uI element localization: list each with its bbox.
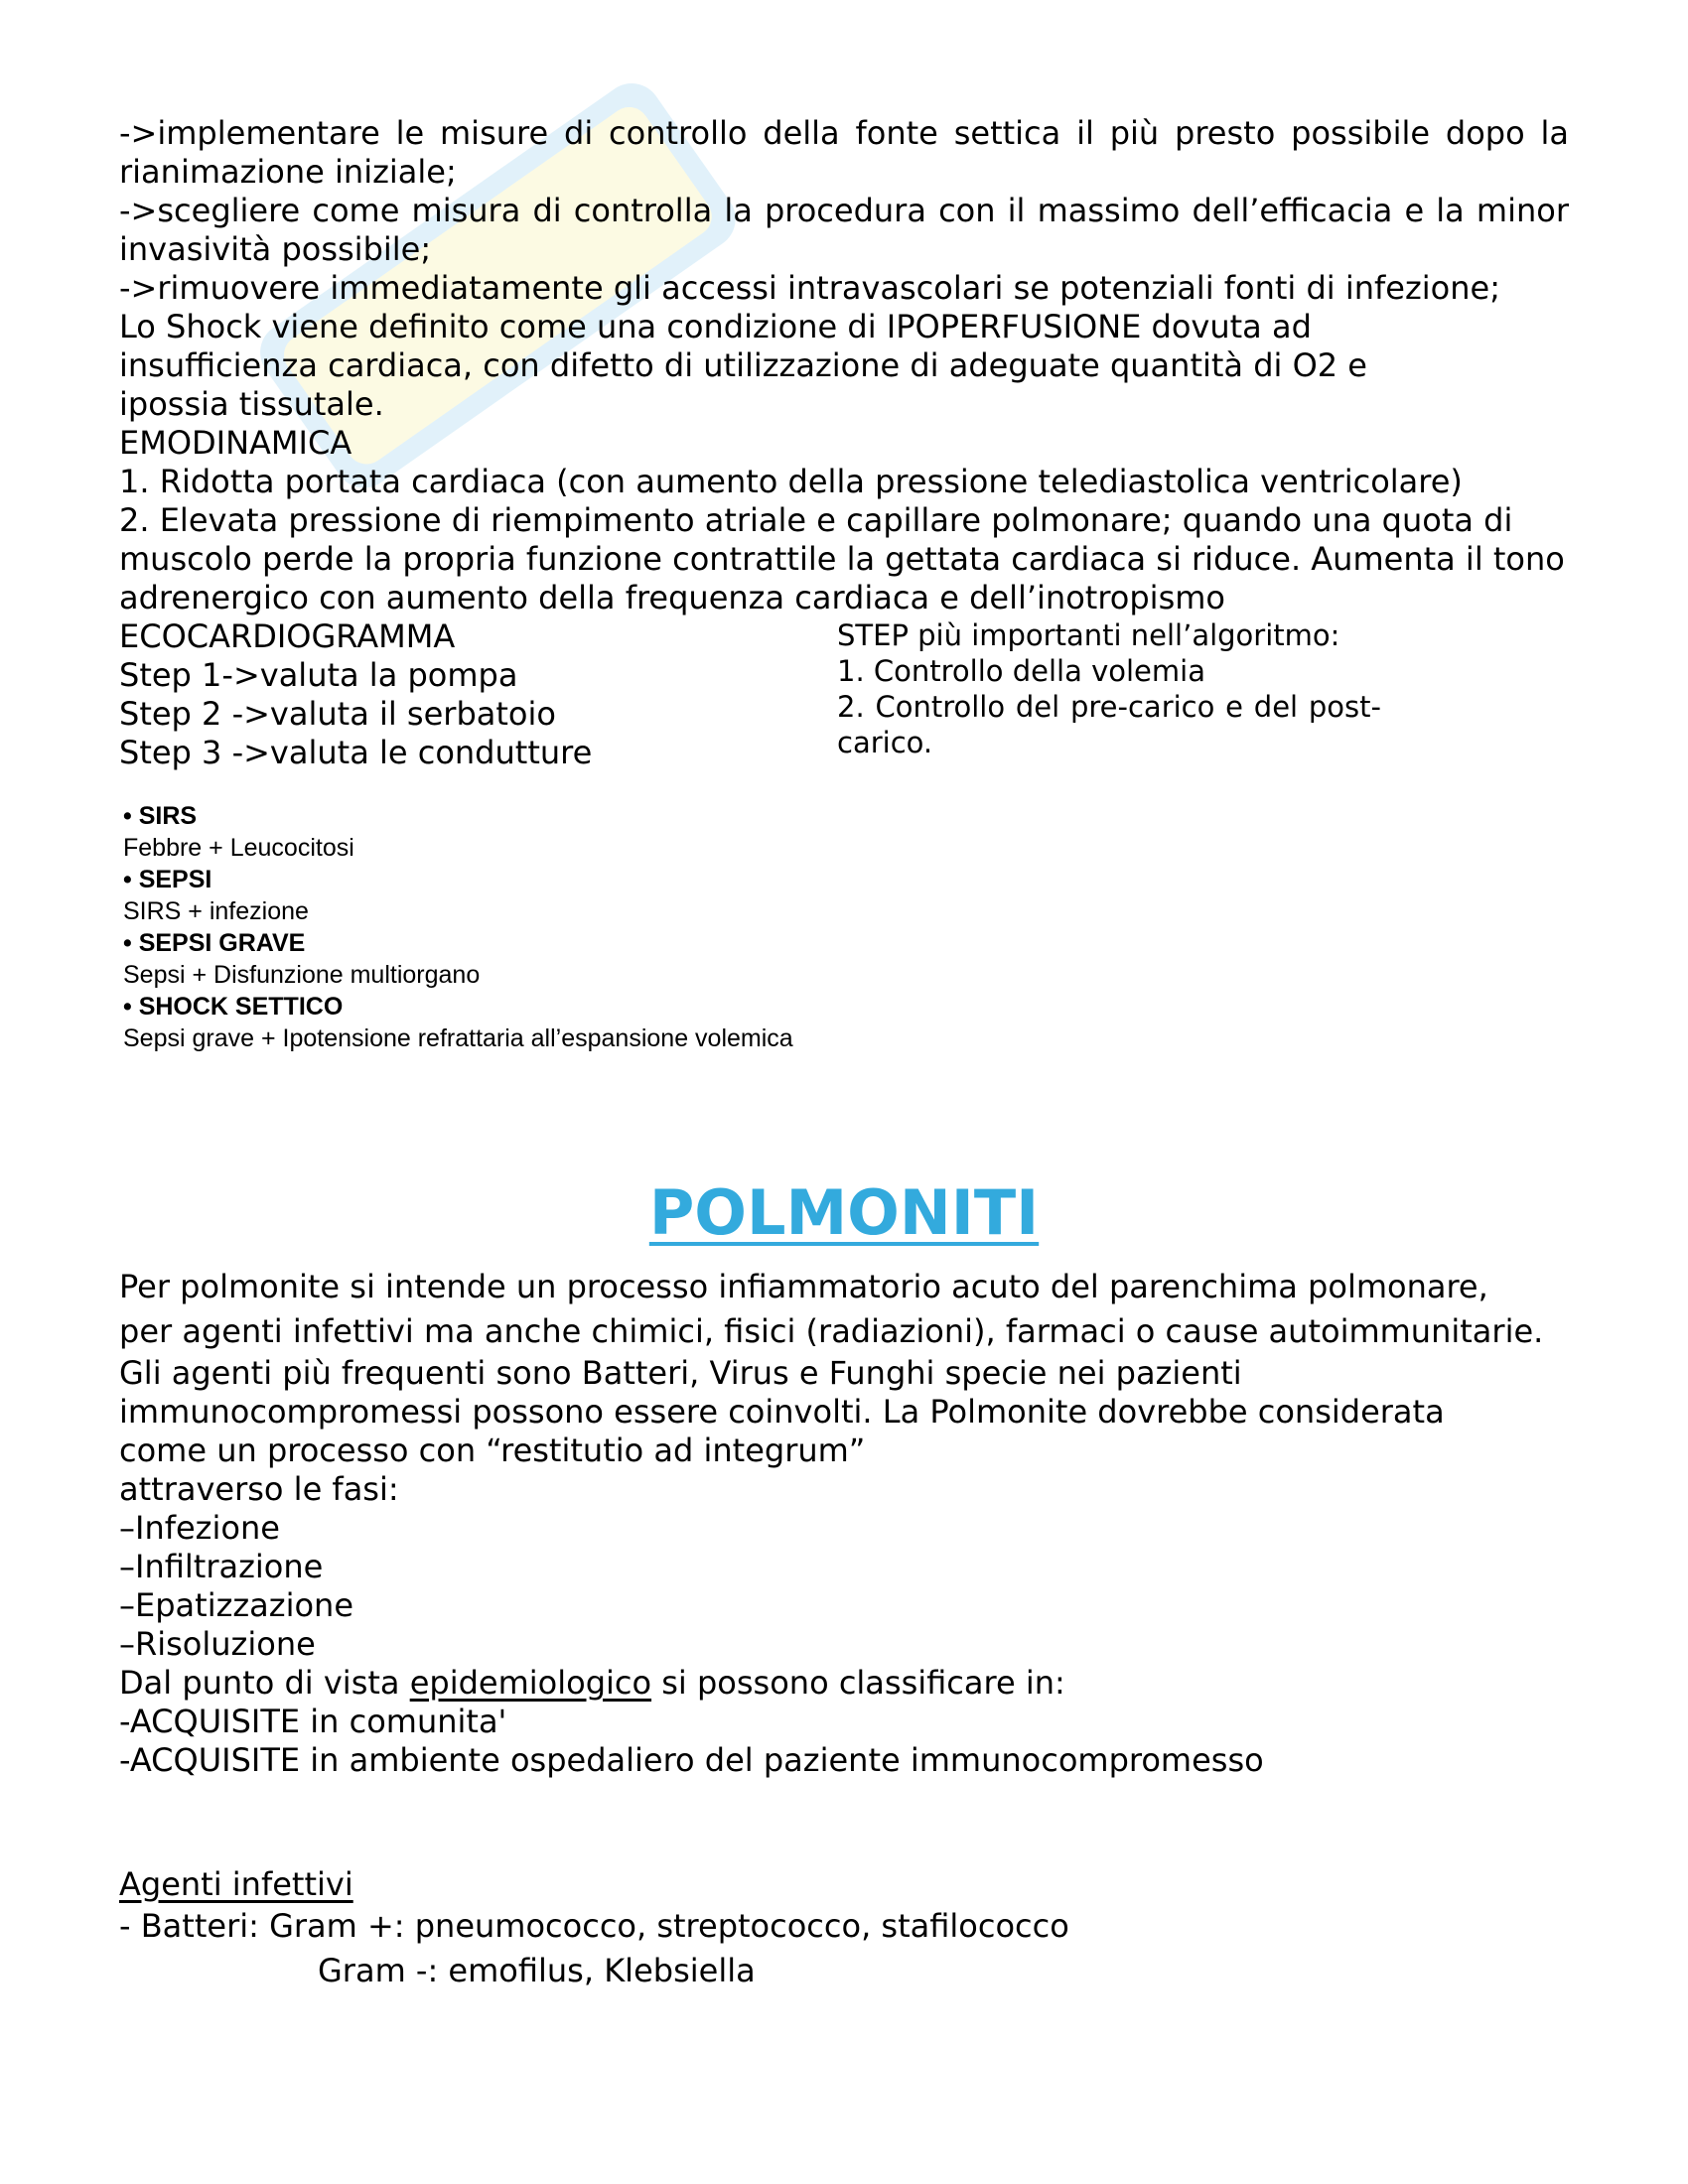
- intro-line-1: ->implementare le misure di controllo della fonte settica il più presto possibile dopo la rianimazione iniziale;: [119, 114, 1569, 191]
- algoritmo-heading: STEP più importanti nell’algoritmo:: [837, 618, 1340, 652]
- eco-step-1: Step 1->valuta la pompa: [119, 656, 518, 694]
- sepsis-definitions: [123, 800, 1017, 1054]
- batteri-line-2: Gram -: emofilus, Klebsiella: [318, 1952, 756, 1989]
- agenti-heading: [119, 1865, 1569, 1904]
- batteri-line-1: - Batteri: Gram +: pneumococco, streptococco, stafilococco: [119, 1907, 1069, 1945]
- polmoniti-section: [119, 1265, 1569, 1993]
- fase-3: –Epatizzazione: [119, 1586, 354, 1624]
- emodinamica-item-1: 1. Ridotta portata cardiaca (con aumento della pressione telediastolica ventricolare): [119, 463, 1463, 500]
- polmonite-agents: Gli agenti più frequenti sono Batteri, Virus e Funghi specie nei pazienti immunocompromessi possono essere coinvolti. La Polmonite dovrebbe considerata come un processo con “restitutio ad integrum”: [119, 1354, 1445, 1469]
- eco-step-3: Step 3 ->valuta le condutture: [119, 734, 593, 771]
- algoritmo-item-1: 1. Controllo della volemia: [837, 654, 1205, 688]
- intro-line-3: ->rimuovere immediatamente gli accessi intravascolari se potenziali fonti di infezione;: [119, 269, 1500, 307]
- polmoniti-title: POLMONITI: [648, 1176, 1040, 1249]
- ecocardiogramma-heading: ECOCARDIOGRAMMA: [119, 617, 456, 655]
- emodinamica-item-2: 2. Elevata pressione di riempimento atriale e capillare polmonare; quando una quota di muscolo perde la propria funzione contrattile la gettata cardiaca si riduce. Aumenta il tono adrenergico con aumento della frequenza cardiaca e dell’inotropismo: [119, 501, 1565, 616]
- def-term-shock-settico: • SHOCK SETTICO: [123, 993, 344, 1021]
- class-2: -ACQUISITE in ambiente ospedaliero del paziente immunocompromesso: [119, 1741, 1264, 1779]
- fase-4: –Risoluzione: [119, 1625, 316, 1663]
- def-desc-shock-settico: Sepsi grave + Ipotensione refrattaria all’espansione volemica: [123, 1024, 793, 1052]
- emodinamica-heading: EMODINAMICA: [119, 424, 352, 462]
- def-desc-sirs: Febbre + Leucocitosi: [123, 834, 354, 862]
- polmonite-definition: Per polmonite si intende un processo infiammatorio acuto del parenchima polmonare, per agenti infettivi ma anche chimici, fisici (radiazioni), farmaci o cause autoimmunitarie.: [119, 1268, 1544, 1350]
- def-desc-sepsi: SIRS + infezione: [123, 897, 309, 925]
- fase-2: –Infiltrazione: [119, 1548, 324, 1585]
- classificazione-line: [119, 1664, 1569, 1703]
- intro-line-2: ->scegliere come misura di controlla la procedura con il massimo dell’efficacia e la minor invasività possibile;: [119, 192, 1569, 268]
- classif-pre: Dal punto di vista: [119, 1664, 410, 1702]
- ecocardiogramma-section: [119, 617, 814, 772]
- def-term-sirs: • SIRS: [123, 802, 198, 830]
- algoritmo-item-2: 2. Controllo del pre-carico e del post-carico.: [837, 690, 1381, 759]
- shock-definition: Lo Shock viene definito come una condizione di IPOPERFUSIONE dovuta ad insufficienza cardiaca, con difetto di utilizzazione di adeguate quantità di O2 e ipossia tissutale.: [119, 308, 1367, 423]
- algoritmo-section: [837, 617, 1381, 760]
- eco-step-2: Step 2 ->valuta il serbatoio: [119, 695, 556, 733]
- fase-1: –Infezione: [119, 1509, 280, 1547]
- intro-section: [119, 114, 1569, 616]
- def-desc-sepsi-grave: Sepsi + Disfunzione multiorgano: [123, 961, 481, 989]
- def-term-sepsi: • SEPSI: [123, 866, 212, 893]
- classif-post: si possono classificare in:: [651, 1664, 1065, 1702]
- class-1: -ACQUISITE in comunita': [119, 1703, 507, 1740]
- classif-word: epidemiologico: [409, 1664, 652, 1702]
- fasi-intro: attraverso le fasi:: [119, 1470, 399, 1508]
- agenti-heading-text: Agenti infettivi: [119, 1865, 353, 1903]
- def-term-sepsi-grave: • SEPSI GRAVE: [123, 929, 306, 957]
